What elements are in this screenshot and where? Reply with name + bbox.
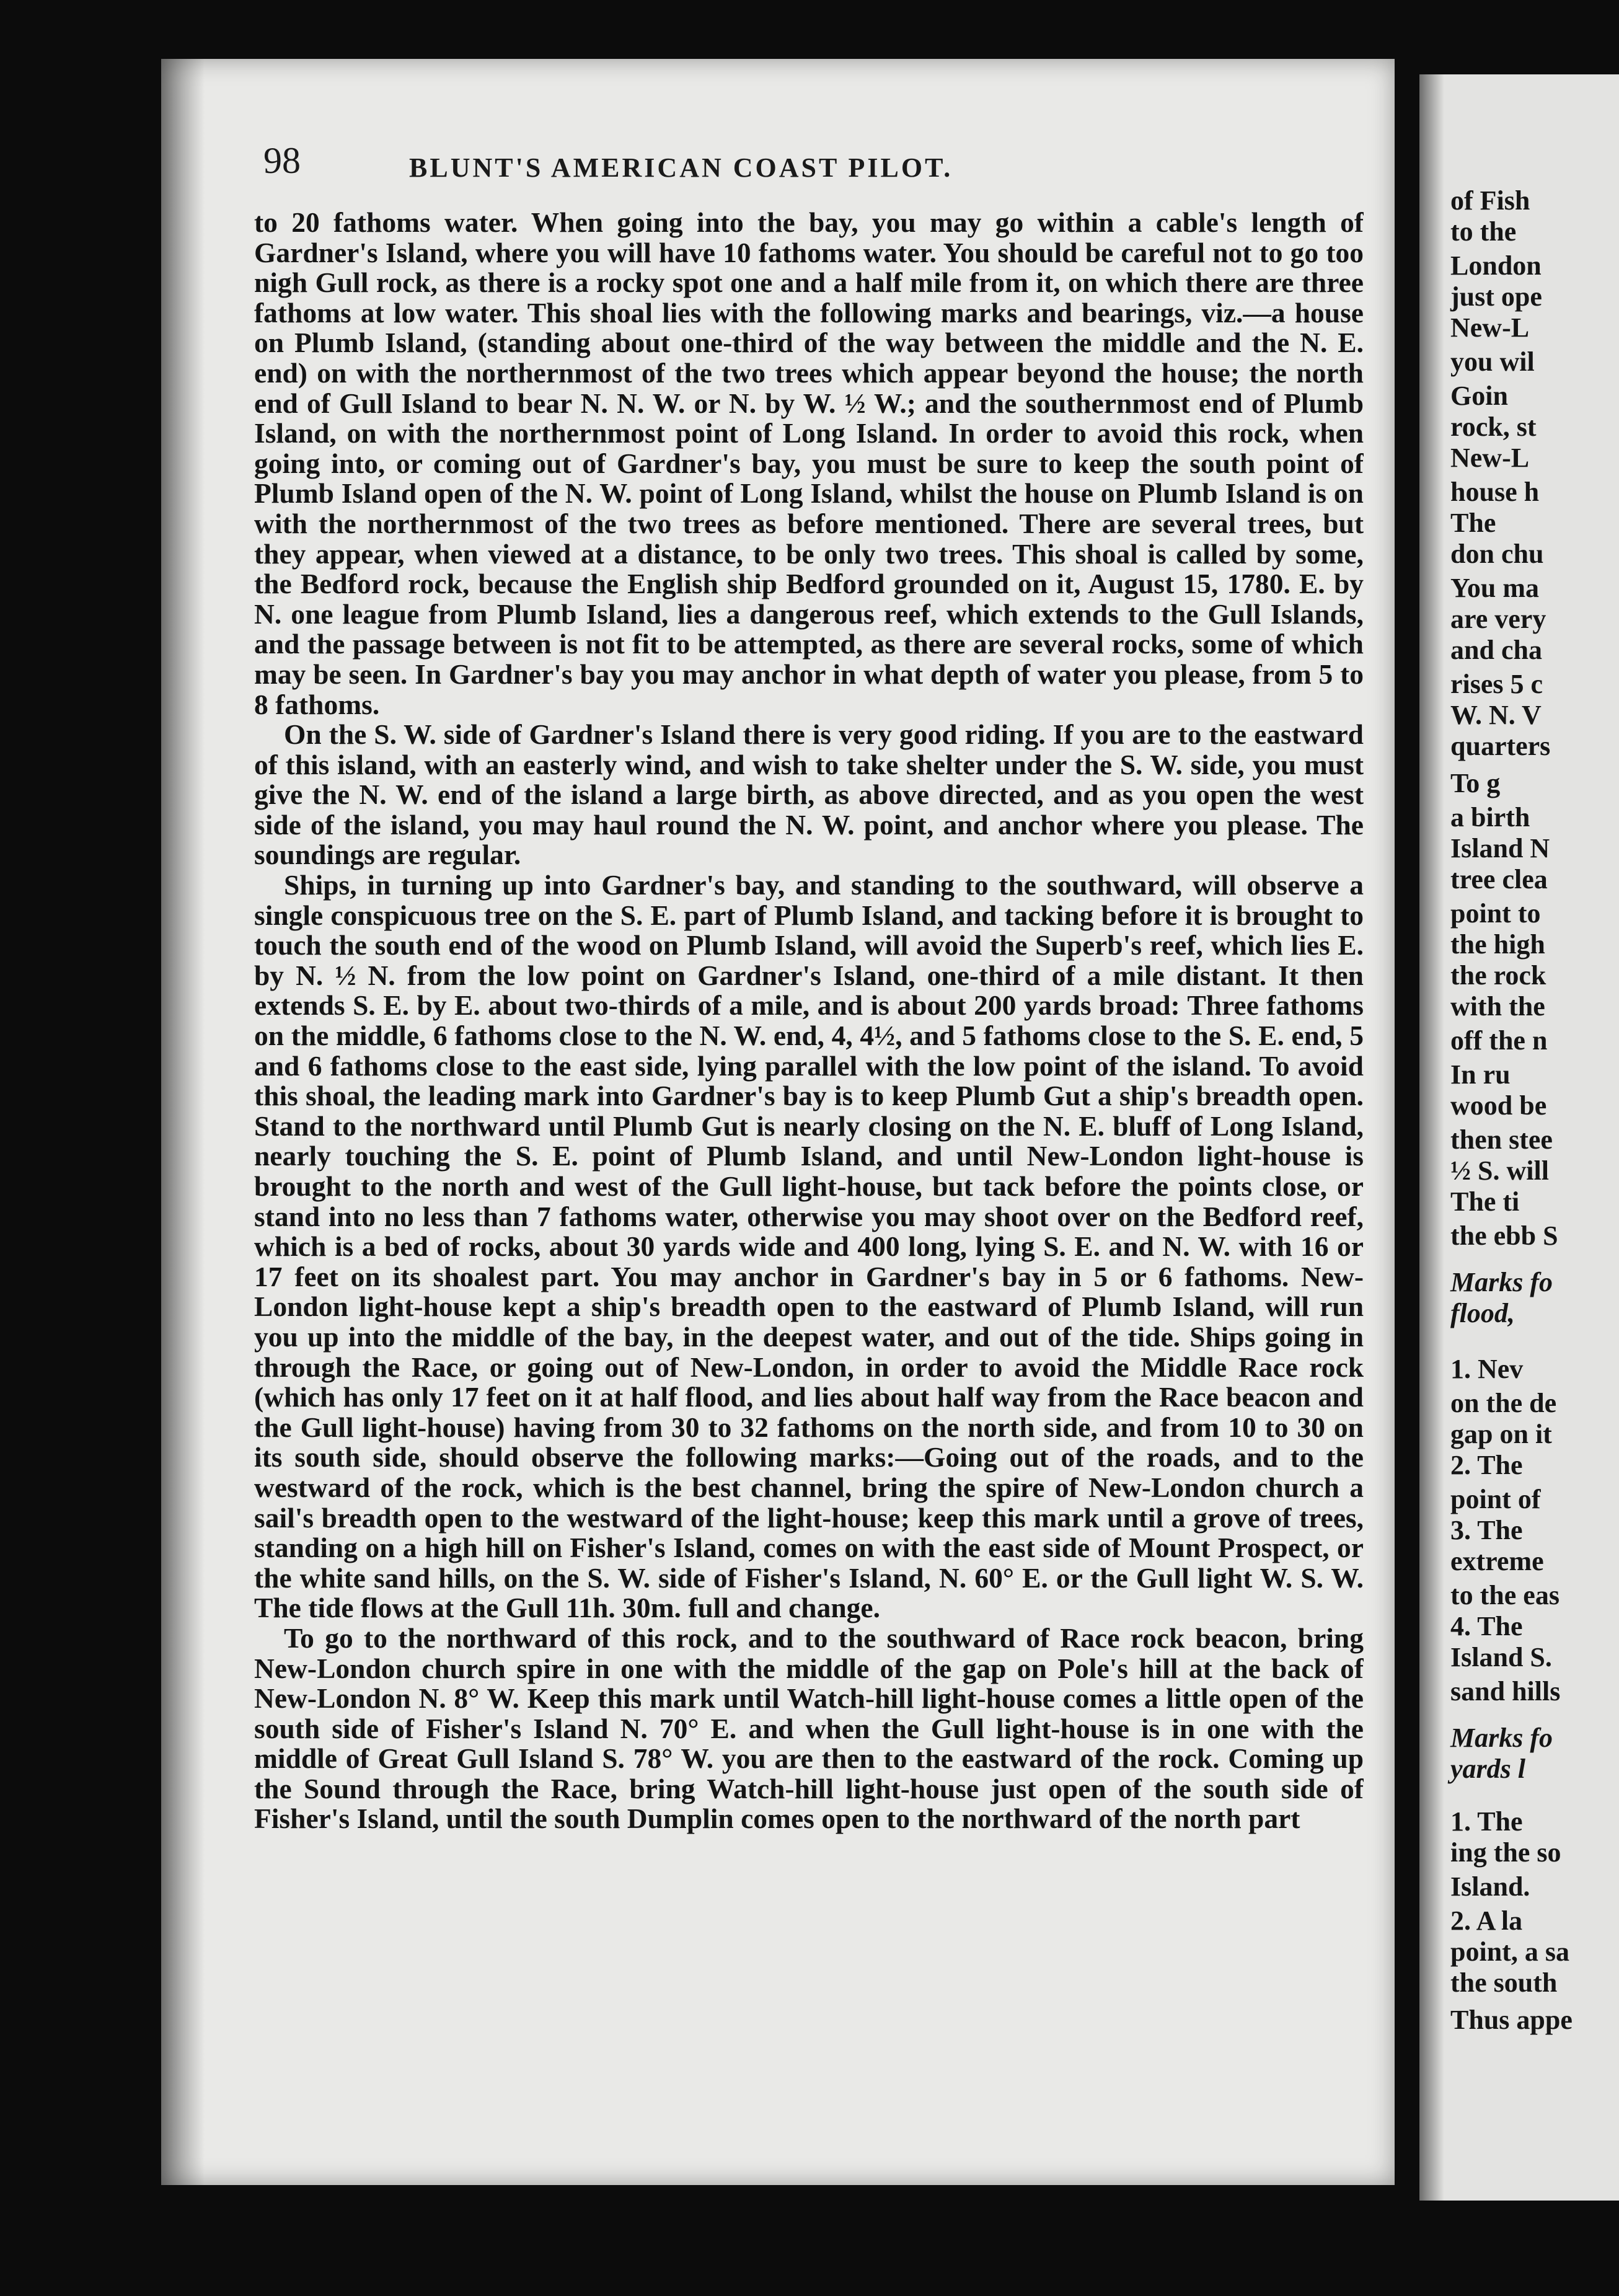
right-page-line: with the	[1450, 991, 1545, 1022]
right-page-line: Island.	[1450, 1871, 1530, 1902]
paragraph: Ships, in turning up into Gardner's bay, and standing to the southward, will observe a single conspicuous tree on the S. E. part of Plumb Island, and tacking before it is brought to touch the south end of the wood on Plumb Island, will avoid the Superb's reef, which lies E. by N. ½ N. from the low point on Gardner's Island, one-third of a mile distant. It then extends S. E. by E. about two-thirds of a mile, and is about 200 yards broad: Three fathoms on the middle, 6 fathoms close to the N. W. end, 4, 4½, and 5 fathoms close to the S. E. end, 5 and 6 fathoms close to the east side, lying parallel with the low point of the island. To avoid this shoal, the leading mark into Gardner's bay is to keep Plumb Gut a ship's breadth open. Stand to the northward until Plumb Gut is nearly closing on the N. E. bluff of Long Island, nearly touching the S. E. point of Plumb Island, and until New-London light-house is brought to the north and west of the Gull light-house, but tack before the points close, or stand into no less than 7 fathoms water, otherwise you may shoot over on the Bedford reef, which is a bed of rocks, about 30 yards wide and 400 long, lying S. E. and N. W. with 16 or 17 feet on its shoalest part. You may anchor in Gardner's bay in 5 or 6 fathoms. New-London light-house kept a ship's breadth open to the eastward of Plumb Island, will run you up into the middle of the bay, in the deepest water, and out of the tide. Ships going in through the Race, or going out of New-London, in order to avoid the Middle Race rock (which has only 17 feet on it at half flood, and lies about half way from the Race beacon and the Gull light-house) having from 30 to 32 fathoms on the north side, and from 10 to 30 on its south side, should observe the following marks:—Going out of the roads, and to the westward of the rock, which is the best channel, bring the spire of New-London church a sail's breadth open to the westward of the light-house; keep this mark until a grove of trees, standing on a high hill on Fisher's Island, comes on with the east side of Mount Prospect, or the white sand hills, on the S. W. side of Fisher's Island, N. 60° E. or the Gull light W. S. W. The tide flows at the Gull 11h. 30m. full and change.	[254, 869, 1364, 1624]
right-page-line: ing the so	[1450, 1837, 1561, 1868]
right-page-line: point to	[1450, 898, 1541, 929]
right-page-line: extreme	[1450, 1546, 1544, 1576]
right-page-line: point of	[1450, 1484, 1541, 1514]
paragraph: to 20 fathoms water. When going into the bay, you may go within a cable's length of Gardner's Island, where you will have 10 fathoms water. You should be careful not to go too nigh Gull rock, as there is a rocky spot one and a half mile from it, on which there are three fathoms at low water. This shoal lies with the following marks and bearings, viz.—a house on Plumb Island, (standing about one-third of the way between the middle and the N. E. end) on with the northernmost of the two trees which appear beyond the house; the north end of Gull Island to bear N. N. W. or N. by W. ½ W.; and the southernmost end of Plumb Island, on with the northernmost point of Long Island. In order to avoid this rock, when going into, or coming out of Gardner's bay, you must be sure to keep the south point of Plumb Island open of the N. W. point of Long Island, whilst the house on Plumb Island is on with the northernmost of the two trees as before mentioned. There are several trees, but they appear, when viewed at a distance, to be only two trees. This shoal is called by some, the Bedford rock, because the English ship Bedford grounded on it, August 15, 1780. E. by N. one league from Plumb Island, lies a dangerous reef, which extends to the Gull Islands, and the passage between is not fit to be attempted, as there are several rocks, some of which may be seen. In Gardner's bay you may anchor in what depth of water you please, from 5 to 8 fathoms.	[254, 208, 1364, 720]
right-page-line: then stee	[1450, 1124, 1553, 1155]
right-page-line: tree clea	[1450, 864, 1548, 894]
paragraph: To go to the northward of this rock, and to the southward of Race rock beacon, bring New-London church spire in one with the middle of the gap on Pole's hill at the back of New-London N. 8° W. Keep this mark until Watch-hill light-house comes a little open of the south side of Fisher's Island N. 70° E. and when the Gull light-house is in one with the middle of Great Gull Island S. 78° W. you are then to the eastward of the rock. Coming up the Sound through the Race, bring Watch-hill light-house just open of the south side of Fisher's Island, until the south Dumplin comes open to the northward of the north part	[254, 1622, 1364, 1835]
right-page-line: a birth	[1450, 802, 1530, 832]
right-page-line: Island S.	[1450, 1642, 1552, 1672]
right-page-line: 2. The	[1450, 1450, 1523, 1480]
right-page-line: Marks fo	[1450, 1723, 1553, 1753]
right-page-line: The	[1450, 508, 1496, 538]
right-page	[1419, 74, 1619, 2201]
right-page-line: sand hills	[1450, 1676, 1561, 1707]
right-page-line: the rock	[1450, 960, 1546, 991]
right-page-line: rock, st	[1450, 412, 1537, 442]
right-page-line: 1. The	[1450, 1806, 1523, 1837]
right-page-line: To g	[1450, 768, 1501, 798]
right-page-line: quarters	[1450, 731, 1551, 761]
page-number: 98	[263, 140, 301, 181]
right-page-line: to the eas	[1450, 1580, 1559, 1610]
right-page-line: 3. The	[1450, 1515, 1523, 1545]
right-page-line: The ti	[1450, 1186, 1520, 1217]
right-page-line: on the de	[1450, 1388, 1557, 1418]
right-page-line: 4. The	[1450, 1611, 1523, 1641]
right-page-line: Island N	[1450, 833, 1550, 863]
right-page-line: you wil	[1450, 347, 1535, 377]
body-text	[254, 208, 1364, 2129]
right-page-line: Thus appe	[1450, 2005, 1573, 2035]
right-page-line: W. N. V	[1450, 700, 1542, 730]
right-page-line: the south	[1450, 1967, 1558, 1998]
running-head: BLUNT'S AMERICAN COAST PILOT.	[409, 152, 953, 183]
right-page-line: and cha	[1450, 635, 1542, 665]
right-page-line: the high	[1450, 929, 1545, 960]
right-page-line: 1. Nev	[1450, 1354, 1524, 1384]
right-page-line: house h	[1450, 477, 1540, 507]
right-page-line: flood,	[1450, 1298, 1515, 1328]
paragraph: On the S. W. side of Gardner's Island there is very good riding. If you are to the eastward of this island, with an easterly wind, and wish to take shelter under the S. W. side, you must give the N. W. end of the island a large birth, as above directed, and as you open the west side of the island, you may haul round the N. W. point, and anchor where you please. The soundings are regular.	[254, 718, 1364, 871]
right-page-line: of Fish	[1450, 185, 1530, 216]
right-page-line: New-L	[1450, 443, 1530, 473]
right-page-line: 2. A la	[1450, 1905, 1523, 1936]
right-page-line: New-L	[1450, 312, 1530, 343]
right-page-line: off the n	[1450, 1025, 1548, 1056]
right-page-line: Goin	[1450, 381, 1508, 411]
right-page-line: wood be	[1450, 1090, 1547, 1121]
right-page-line: You ma	[1450, 573, 1540, 603]
right-page-line: gap on it	[1450, 1419, 1552, 1449]
right-page-line: point, a sa	[1450, 1936, 1569, 1967]
right-page-line: Marks fo	[1450, 1267, 1553, 1297]
right-page-line: to the	[1450, 216, 1517, 247]
right-page-line: yards l	[1450, 1754, 1525, 1784]
right-page-line: don chu	[1450, 539, 1544, 569]
left-page	[161, 59, 1395, 2185]
right-page-line: are very	[1450, 604, 1546, 634]
right-page-line: the ebb S	[1450, 1221, 1558, 1251]
right-page-line: London	[1450, 250, 1542, 281]
right-page-line: In ru	[1450, 1059, 1511, 1090]
right-page-line: ½ S. will	[1450, 1155, 1549, 1186]
right-page-line: rises 5 c	[1450, 669, 1543, 699]
right-page-line: just ope	[1450, 281, 1542, 312]
